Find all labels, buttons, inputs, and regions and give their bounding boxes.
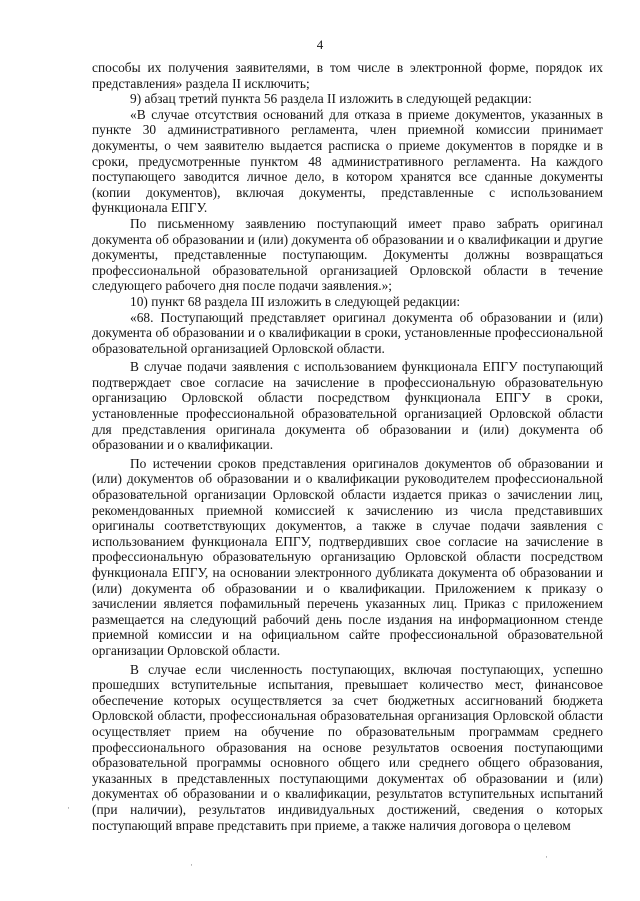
paragraph-5: 10) пункт 68 раздела III изложить в следующей редакции: (130, 293, 461, 309)
paragraph-3: «В случае отсутствия оснований для отказа в приеме документов, указанных в пункте 30 административного регламента, член приемной комиссии принимает документы, о чем заявителю выдается расписка о приеме документов в порядке и в сроки, предусмотренные пунктом 48 административного регламента. На каждого поступающего заводится личное дело, в котором хранятся все сданные документы (копии документов), включая документы, представленные с использованием функционала ЕПГУ. (92, 106, 603, 216)
page-number: 4 (316, 37, 324, 52)
paragraph-9: В случае если численность поступающих, включая поступающих, успешно прошедших вступительные испытания, превышает количество мест, финансовое обеспечение которых осуществляется за счет бюджетных ассигнований бюджета Орловской области, профессиональная образовательная организация Орловской области осуществляет прием на обучение по образовательным программам среднего профессионального образования на основе результатов освоения поступающими образовательной программы основного общего или среднего общего образования, указанных в представленных поступающими документах об образовании и (или) документах об образовании и о квалификации, результатов вступительных испытаний (при наличии), результатов индивидуальных достижений, сведения о которых поступающий вправе представить при приеме, а также наличия договора о целевом (92, 661, 603, 833)
scan-speck: · (190, 860, 193, 870)
paragraph-8: По истечении сроков представления оригиналов документов об образовании и (или) документов об образовании и о квалификации руководителем профессиональной образовательной организации Орловской области издается приказ о зачислении лиц, рекомендованных приемной комиссией к зачислению из числа представивших оригиналы соответствующих документов, а также в случае подачи заявления с использованием функционала ЕПГУ, подтвердивших свое согласие на зачисление в профессиональную образовательную организацию Орловской области посредством функционала ЕПГУ, на основании электронного дубликата документа об образовании и (или) документа об образовании и о квалификации. Приложением к приказу о зачислении является пофамильный перечень указанных лиц. Приказ с приложением размещается на следующий рабочий день после издания на информационном стенде приемной комиссии и на официальном сайте профессиональной образовательной организации Орловской области. (92, 455, 603, 658)
scan-speck: · (67, 803, 70, 813)
scan-speck: · (545, 852, 548, 862)
paragraph-2: 9) абзац третий пункта 56 раздела II изложить в следующей редакции: (130, 91, 532, 107)
document-body (92, 60, 603, 833)
paragraph-4: По письменному заявлению поступающий имеет право забрать оригинал документа об образовании и (или) документа об образовании и о квалификации и другие документы, представленные поступающим. Документы должны возвращаться профессиональной образовательной организацией Орловской области в течение следующего рабочего дня после подачи заявления.»; (92, 215, 603, 294)
paragraph-7: В случае подачи заявления с использованием функционала ЕПГУ поступающий подтверждает свое согласие на зачисление в профессиональную образовательную организацию Орловской области посредством функционала ЕПГУ в сроки, установленные профессиональной образовательной организацией Орловской области для представления оригинала документа об образовании и (или) документа об образовании и о квалификации. (92, 359, 603, 453)
paragraph-1: способы их получения заявителями, в том числе в электронной форме, порядок их представления» раздела II исключить; (92, 60, 603, 91)
paragraph-6: «68. Поступающий представляет оригинал документа об образовании и (или) документа об образовании и о квалификации в сроки, установленные профессиональной образовательной организацией Орловской области. (92, 309, 603, 356)
